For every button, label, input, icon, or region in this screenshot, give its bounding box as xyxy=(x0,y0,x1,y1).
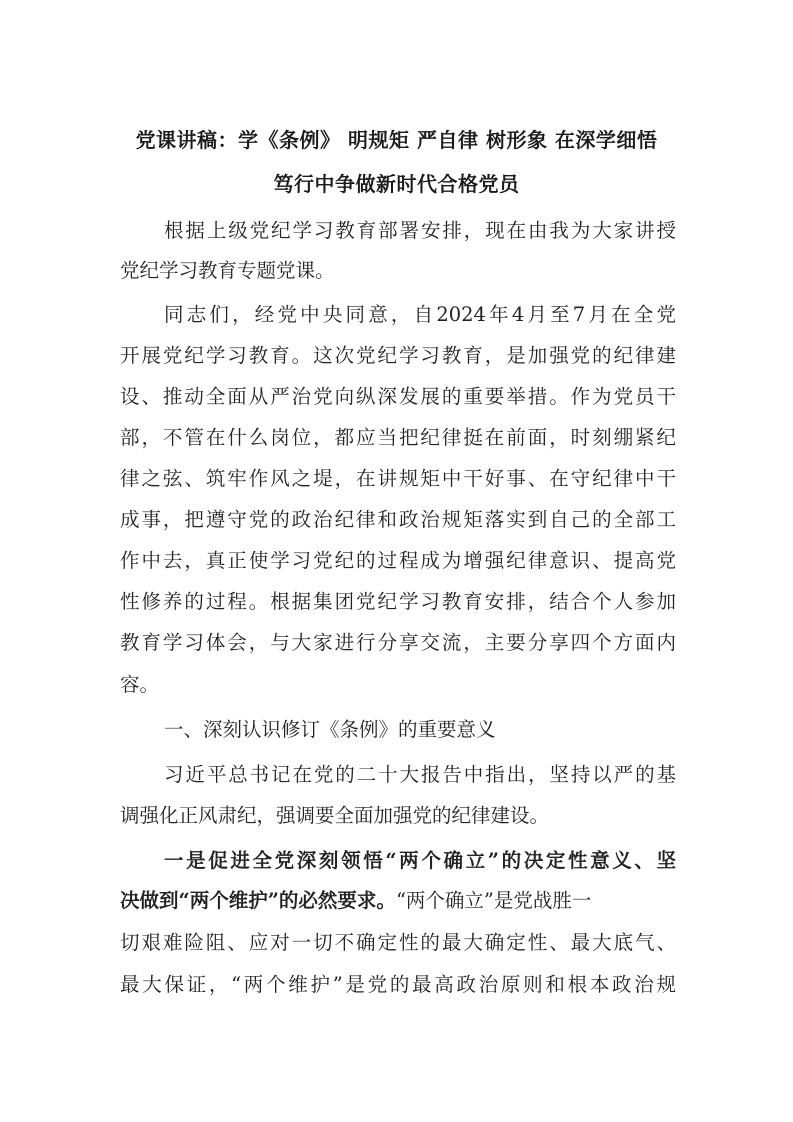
paragraph-line: 作中去，真正使学习党纪的过程成为增强纪律意识、提高党 xyxy=(120,549,676,572)
paragraph-text: “两个确立”是党战胜一 xyxy=(395,889,592,912)
paragraph-line: 党纪学习教育专题党课。 xyxy=(120,259,335,282)
paragraph-line: 同志们，经党中央同意，自2024年4月至7月在全党 xyxy=(164,303,676,326)
paragraph-line: 性修养的过程。根据集团党纪学习教育安排，结合个人参加 xyxy=(120,590,676,613)
paragraph-line: 根据上级党纪学习教育部署安排，现在由我为大家讲授 xyxy=(164,219,676,242)
paragraph-line: 设、推动全面从严治党向纵深发展的重要举措。作为党员干 xyxy=(120,385,676,408)
paragraph-line: 切艰难险阻、应对一切不确定性的最大确定性、最大底气、 xyxy=(120,931,676,954)
document-title-line-1: 党课讲稿：学《条例》 明规矩 严自律 树形象 在深学细悟 xyxy=(135,128,658,152)
paragraph-line: 教育学习体会，与大家进行分享交流，主要分享四个方面内 xyxy=(120,631,676,654)
paragraph-line: 开展党纪学习教育。这次党纪学习教育，是加强党的纪律建 xyxy=(120,344,676,367)
paragraph-line: 部，不管在什么岗位，都应当把纪律挺在前面，时刻绷紧纪 xyxy=(120,426,676,449)
bold-lead-tail: 决做到“两个维护”的必然要求。 xyxy=(120,889,396,912)
paragraph-line: 最大保证，“两个维护”是党的最高政治原则和根本政治规 xyxy=(120,973,676,996)
paragraph-line: 习近平总书记在党的二十大报告中指出，坚持以严的基 xyxy=(164,763,676,786)
mixed-line xyxy=(120,888,676,914)
paragraph-line: 律之弦、筑牢作风之堤，在讲规矩中干好事、在守纪律中干 xyxy=(120,467,676,490)
bold-lead-line: 一是促进全党深刻领悟“两个确立”的决定性意义、坚 xyxy=(164,849,676,872)
document-title-line-2: 笃行中争做新时代合格党员 xyxy=(273,172,520,196)
paragraph-line: 容。 xyxy=(120,673,160,696)
section-heading: 一、深刻认识修订《条例》的重要意义 xyxy=(164,718,496,741)
paragraph-line: 成事，把遵守党的政治纪律和政治规矩落实到自己的全部工 xyxy=(120,508,676,531)
paragraph-line: 调强化正风肃纪，强调要全面加强党的纪律建设。 xyxy=(120,804,550,827)
